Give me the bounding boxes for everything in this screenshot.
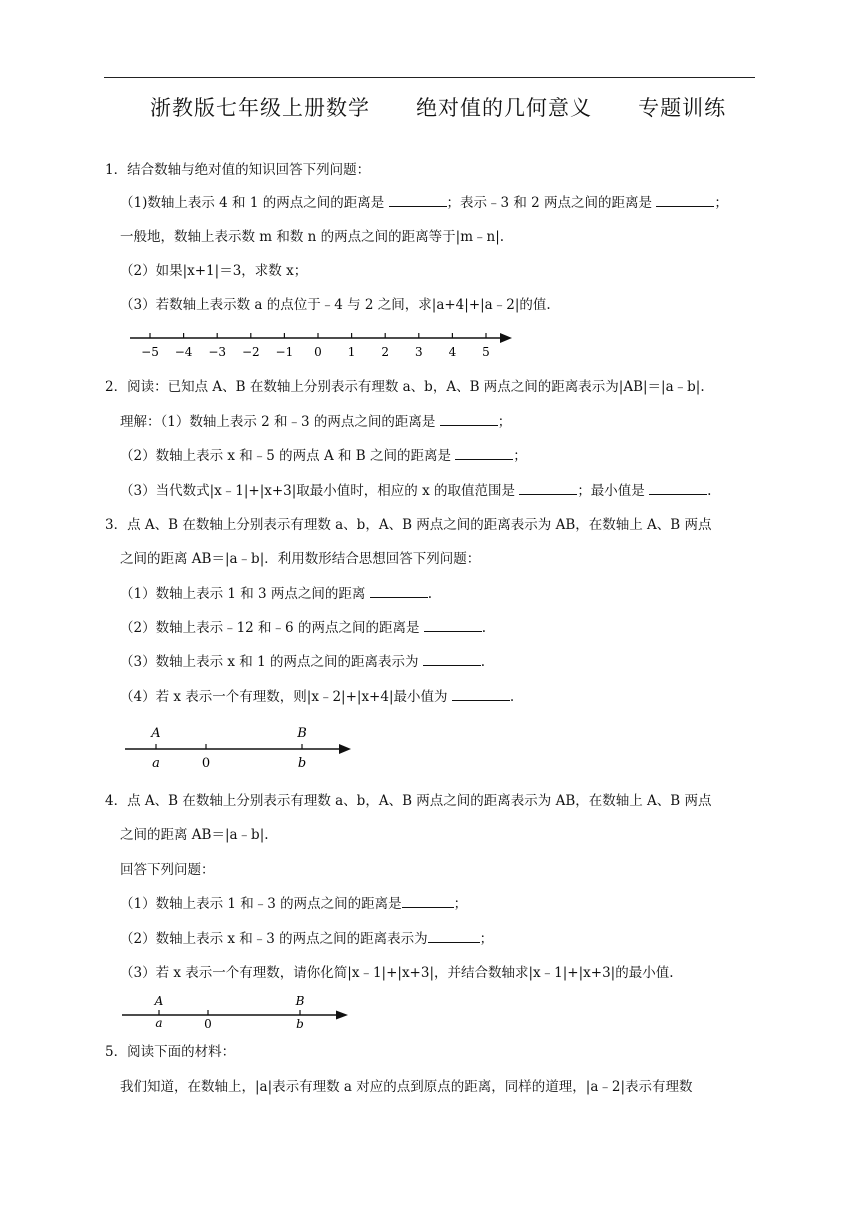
number-line-ab-figure — [122, 992, 362, 1032]
tick-label: −2 — [241, 345, 260, 359]
problem-4-prompt: 回答下列问题： — [120, 862, 215, 878]
tick-label: −3 — [208, 345, 227, 359]
problem-2-part-3: （3）当代数式|x﹣1|+|x+3|取最小值时，相应的 x 的取值范围是 ；最小值是 . — [120, 483, 712, 499]
axis-arrow — [336, 1011, 348, 1020]
value-label-b: b — [297, 756, 307, 771]
problem-4-stem-cont: 之间的距离 AB＝|a﹣b|. — [120, 827, 269, 843]
problem-3-part-4: （4）若 x 表示一个有理数，则|x﹣2|+|x+4|最小值为 . — [120, 689, 515, 705]
tick-label: 2 — [381, 345, 390, 359]
problem-1-note: 一般地，数轴上表示数 m 和数 n 的两点之间的距离等于|m﹣n|. — [120, 229, 505, 245]
problem-4-stem: 4．点 A、B 在数轴上分别表示有理数 a、b，A、B 两点之间的距离表示为 AB，在数轴上 A、B 两点 — [105, 793, 712, 809]
answer-blank[interactable] — [455, 447, 513, 460]
answer-blank[interactable] — [519, 482, 577, 495]
number-line-ab-figure — [125, 722, 365, 772]
page-title: 浙教版七年级上册数学 绝对值的几何意义 专题训练 — [150, 96, 727, 120]
number-line-figure — [120, 328, 520, 368]
value-label-b: b — [296, 1017, 304, 1031]
answer-blank[interactable] — [649, 482, 707, 495]
problem-2-part-1: 理解：（1）数轴上表示 2 和﹣3 的两点之间的距离是 ； — [120, 414, 512, 430]
problem-4-part-1: （1）数轴上表示 1 和﹣3 的两点之间的距离是 ； — [120, 896, 468, 912]
problem-4-part-3: （3）若 x 表示一个有理数，请你化简|x﹣1|+|x+3|，并结合数轴求|x﹣1|+|x+3|的最小值. — [120, 965, 674, 981]
problem-3-part-3: （3）数轴上表示 x 和 1 的两点之间的距离表示为 . — [120, 654, 486, 670]
answer-blank[interactable] — [440, 413, 498, 426]
tick-label: 4 — [448, 345, 457, 359]
tick-label: −1 — [275, 345, 294, 359]
problem-3-stem: 3．点 A、B 在数轴上分别表示有理数 a、b，A、B 两点之间的距离表示为 AB，在数轴上 A、B 两点 — [105, 517, 712, 533]
tick-label: 5 — [482, 345, 490, 359]
tick-label: −5 — [141, 345, 159, 359]
tick-label: 1 — [347, 345, 356, 359]
answer-blank[interactable] — [452, 688, 510, 701]
tick-label: 3 — [414, 345, 423, 359]
answer-blank[interactable] — [424, 619, 482, 632]
value-label-a: a — [152, 756, 160, 771]
problem-2-stem: 2．阅读：已知点 A、B 在数轴上分别表示有理数 a、b，A、B 两点之间的距离表示为|AB|＝|a﹣b|. — [105, 379, 705, 395]
value-label-zero: 0 — [204, 1017, 212, 1031]
answer-blank[interactable] — [423, 653, 481, 666]
answer-blank[interactable] — [428, 930, 480, 943]
problem-3-stem-cont: 之间的距离 AB＝|a﹣b|．利用数形结合思想回答下列问题： — [120, 551, 481, 567]
axis-arrow — [339, 744, 351, 754]
tick-label: −4 — [174, 345, 193, 359]
answer-blank[interactable] — [389, 194, 447, 207]
problem-5-material: 我们知道，在数轴上，|a|表示有理数 a 对应的点到原点的距离，同样的道理，|a﹣2|表示有理数 — [120, 1079, 693, 1095]
problem-3-part-2: （2）数轴上表示﹣12 和﹣6 的两点之间的距离是 . — [120, 620, 487, 636]
problem-4-part-2: （2）数轴上表示 x 和﹣3 的两点之间的距离表示为 ； — [120, 931, 494, 947]
point-label-a: A — [151, 726, 161, 741]
point-label-b: B — [297, 726, 307, 741]
problem-2-part-2: （2）数轴上表示 x 和﹣5 的两点 A 和 B 之间的距离是 ； — [120, 448, 527, 464]
tick-label: 0 — [314, 345, 322, 359]
point-label-b: B — [295, 994, 305, 1008]
axis-arrow — [500, 333, 512, 343]
header-rule — [104, 77, 755, 78]
problem-1-stem: 1．结合数轴与绝对值的知识回答下列问题： — [105, 162, 371, 178]
answer-blank[interactable] — [402, 895, 454, 908]
value-label-zero: 0 — [201, 756, 211, 771]
problem-1-part-1: （1)数轴上表示 4 和 1 的两点之间的距离是 ；表示﹣3 和 2 两点之间的距离是 ； — [120, 195, 728, 211]
point-label-a: A — [154, 994, 164, 1008]
value-label-a: a — [155, 1016, 163, 1030]
problem-3-part-1: （1）数轴上表示 1 和 3 两点之间的距离 . — [120, 586, 433, 602]
problem-5-stem: 5．阅读下面的材料： — [105, 1044, 236, 1060]
answer-blank[interactable] — [656, 194, 714, 207]
problem-1-part-3: （3）若数轴上表示数 a 的点位于﹣4 与 2 之间，求|a+4|+|a﹣2|的值. — [120, 297, 551, 313]
answer-blank[interactable] — [370, 585, 428, 598]
problem-1-part-2: （2）如果|x+1|＝3，求数 x； — [120, 263, 308, 279]
